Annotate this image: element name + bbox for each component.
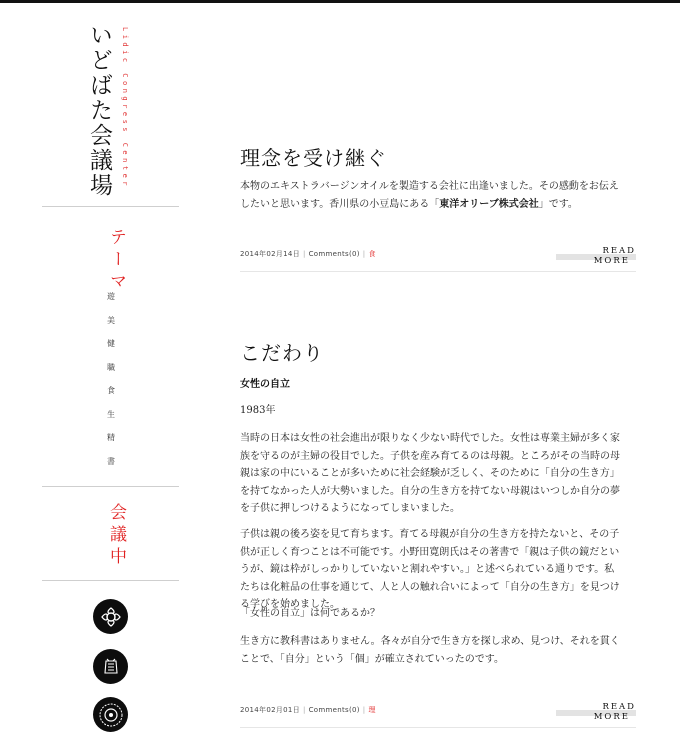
circular-text-logo-icon bbox=[97, 701, 125, 729]
post-divider bbox=[240, 727, 636, 728]
post-meta: 2014年02月14日 | Comments(0) | 食 bbox=[240, 250, 376, 258]
site-title[interactable]: いどばた会議場 bbox=[86, 23, 112, 198]
post-comments-link[interactable]: Comments(0) bbox=[308, 250, 360, 258]
site-subtitle: Lidic Congress Center bbox=[121, 27, 129, 190]
post-date: 2014年02月01日 bbox=[240, 706, 300, 714]
post-meta: 2014年02月01日 | Comments(0) | 理 bbox=[240, 706, 376, 714]
theme-item-ken[interactable]: 健 bbox=[107, 339, 115, 348]
post-excerpt bbox=[240, 178, 620, 213]
post-divider bbox=[240, 271, 636, 272]
sidebar-divider bbox=[42, 206, 179, 207]
sidebar-divider bbox=[42, 580, 179, 581]
theme-list bbox=[103, 291, 119, 479]
post-title[interactable]: こだわり bbox=[240, 341, 324, 365]
post-year: 1983年 bbox=[240, 405, 276, 416]
excerpt-text: 」です。 bbox=[538, 198, 578, 210]
theme-item-shoku-food[interactable]: 食 bbox=[107, 386, 115, 395]
sidebar-divider bbox=[42, 486, 179, 487]
theme-item-bi[interactable]: 美 bbox=[107, 315, 115, 325]
post-paragraph: 生き方に教科書はありません。各々が自分で生き方を探し求め、見つけ、それを貫くことで、「自分」という「個」が確立されていったのです。 bbox=[240, 636, 620, 665]
ornament-badge[interactable] bbox=[93, 599, 128, 634]
company-name: 東洋オリーブ株式会社 bbox=[439, 198, 539, 210]
post-title[interactable]: 理念を受け継ぐ bbox=[240, 146, 387, 170]
seal-crest-icon bbox=[99, 655, 123, 679]
ornament-emblem-icon bbox=[99, 605, 123, 629]
theme-item-shoku-work[interactable]: 職 bbox=[107, 362, 115, 372]
theme-item-sei-spirit[interactable]: 精 bbox=[107, 433, 115, 442]
read-more-label: READ MORE bbox=[593, 246, 636, 266]
theme-item-sho[interactable]: 書 bbox=[107, 456, 115, 466]
sidebar bbox=[0, 3, 222, 748]
circular-logo-badge[interactable] bbox=[93, 697, 128, 732]
read-more-button[interactable] bbox=[556, 246, 636, 266]
kaigi-heading[interactable]: 会議中 bbox=[106, 503, 126, 569]
read-more-button[interactable] bbox=[556, 702, 636, 722]
post-paragraph: 子供は親の後ろ姿を見て育ちます。育てる母親が自分の生き方を持たないと、その子供が正しく育つことは不可能です。小野田寛朗氏はその著書で「親は子供の鏡だというが、鏡は枠がしっかりしていないと割れやすい。」と述べられている通りです。私たちは化粧品の仕事を通じて、人と人の触れ合いによって「自分の生き方」を見つける学びを始めました。 bbox=[240, 529, 620, 610]
post-subheading: 女性の自立 bbox=[240, 379, 290, 390]
post-category-link[interactable]: 食 bbox=[368, 250, 376, 258]
excerpt-text: 本物のエキストラバージンオイルを製造する会社に出逢いました。その感動をお伝えしたいと思います。香川県の小豆島にある「 bbox=[240, 181, 619, 210]
crest-badge[interactable] bbox=[93, 649, 128, 684]
theme-item-sei[interactable]: 生 bbox=[107, 409, 115, 419]
post-date: 2014年02月14日 bbox=[240, 250, 300, 258]
post-category-link[interactable]: 理 bbox=[368, 706, 376, 714]
post-paragraph: 「女性の自立」は何であるか？ bbox=[240, 608, 380, 619]
post-comments-link[interactable]: Comments(0) bbox=[308, 706, 360, 714]
read-more-label: READ MORE bbox=[593, 702, 636, 722]
post-paragraph: 当時の日本は女性の社会進出が限りなく少ない時代でした。女性は専業主婦が多く家族を守るのが主婦の役目でした。子供を産み育てるのは母親。ところがその当時の母親は家の中にいることが多いために社会経験が乏しく、そのために「自分の生き方」を持てなかった人が大勢いました。自分の生き方を持てない母親はいつしか自分の夢を子供に押しつけるようになってしまいました。 bbox=[240, 433, 620, 514]
theme-heading: テーマ bbox=[106, 228, 126, 294]
theme-item-asobi[interactable]: 遊 bbox=[107, 292, 115, 301]
